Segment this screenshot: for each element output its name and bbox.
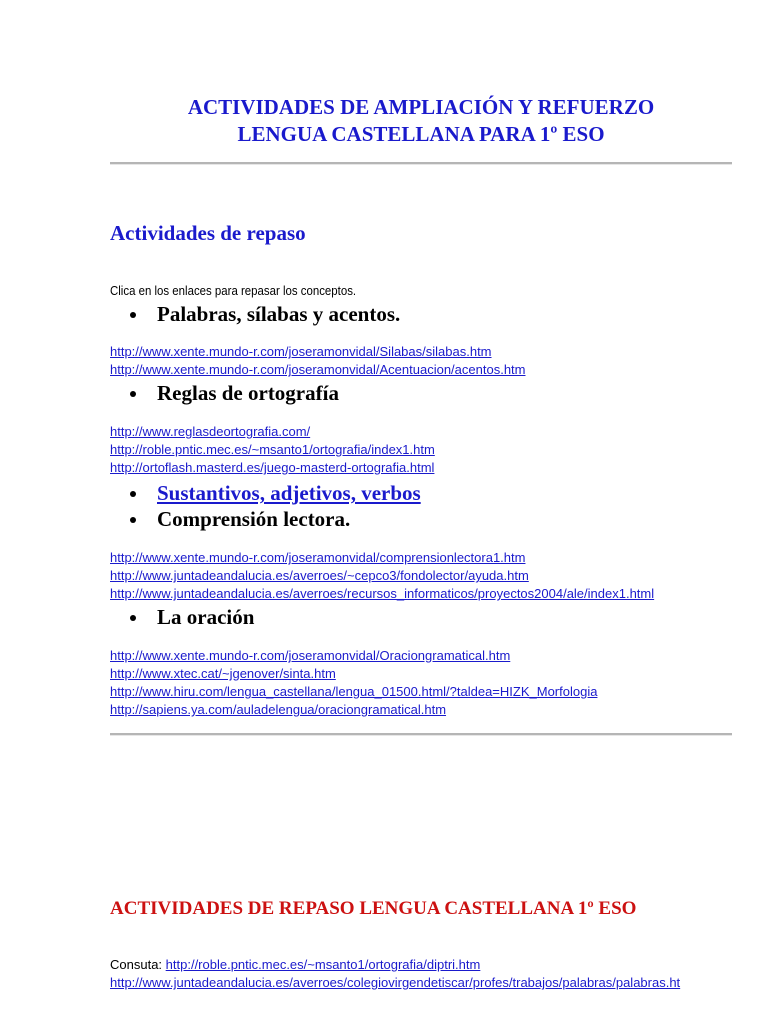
divider: [110, 733, 732, 736]
resource-link[interactable]: http://www.reglasdeortografia.com/: [110, 424, 311, 439]
resource-link[interactable]: http://www.juntadeandalucia.es/averroes/colegiovirgendetiscar/profes/trabajos/palabras/palabras.ht: [110, 975, 681, 990]
list-item-title: Reglas de ortografía: [157, 381, 339, 405]
section-heading-red: ACTIVIDADES DE REPASO LENGUA CASTELLANA 1º ESO: [110, 898, 637, 919]
page-title: [110, 94, 732, 148]
resource-link[interactable]: http://www.hiru.com/lengua_castellana/lengua_01500.html/?taldea=HIZK_Morfologia: [110, 684, 598, 699]
resource-link[interactable]: http://sapiens.ya.com/auladelengua/oraciongramatical.htm: [110, 702, 447, 717]
bullet-icon: [130, 312, 136, 318]
bullet-icon: [130, 391, 136, 397]
consult-label: Consuta:: [110, 957, 166, 972]
resource-link[interactable]: http://www.xtec.cat/~jgenover/sinta.htm: [110, 666, 336, 681]
resource-link[interactable]: http://www.xente.mundo-r.com/joseramonvidal/comprensionlectora1.htm: [110, 550, 526, 565]
resource-link[interactable]: http://roble.pntic.mec.es/~msanto1/ortografia/diptri.htm: [165, 957, 481, 972]
bullet-icon: [130, 491, 136, 497]
title-line-2: LENGUA CASTELLANA PARA 1º ESO: [237, 122, 605, 146]
title-line-1: ACTIVIDADES DE AMPLIACIÓN Y REFUERZO: [187, 95, 655, 119]
consult-line: [110, 957, 480, 972]
section-heading: Actividades de repaso: [110, 221, 306, 245]
list-item-title: La oración: [157, 605, 255, 629]
resource-link[interactable]: http://www.xente.mundo-r.com/joseramonvidal/Acentuacion/acentos.htm: [110, 362, 526, 377]
bullet-icon: [130, 517, 136, 523]
resource-link[interactable]: http://www.juntadeandalucia.es/averroes/~cepco3/fondolector/ayuda.htm: [110, 568, 529, 583]
list-item-title: Palabras, sílabas y acentos.: [157, 302, 401, 326]
resource-link[interactable]: http://roble.pntic.mec.es/~msanto1/ortografia/index1.htm: [110, 442, 435, 457]
list-item-title: Comprensión lectora.: [157, 507, 351, 531]
resource-link[interactable]: http://www.xente.mundo-r.com/joseramonvidal/Silabas/silabas.htm: [110, 344, 492, 359]
intro-text: Clica en los enlaces para repasar los conceptos.: [110, 283, 357, 298]
divider: [110, 162, 732, 165]
bullet-icon: [130, 615, 136, 621]
resource-link[interactable]: http://www.xente.mundo-r.com/joseramonvidal/Oraciongramatical.htm: [110, 648, 511, 663]
resource-link[interactable]: http://www.juntadeandalucia.es/averroes/recursos_informaticos/proyectos2004/ale/index1.html: [110, 586, 655, 601]
resource-link[interactable]: http://ortoflash.masterd.es/juego-masterd-ortografia.html: [110, 460, 435, 475]
list-item-link[interactable]: Sustantivos, adjetivos, verbos: [157, 481, 421, 505]
